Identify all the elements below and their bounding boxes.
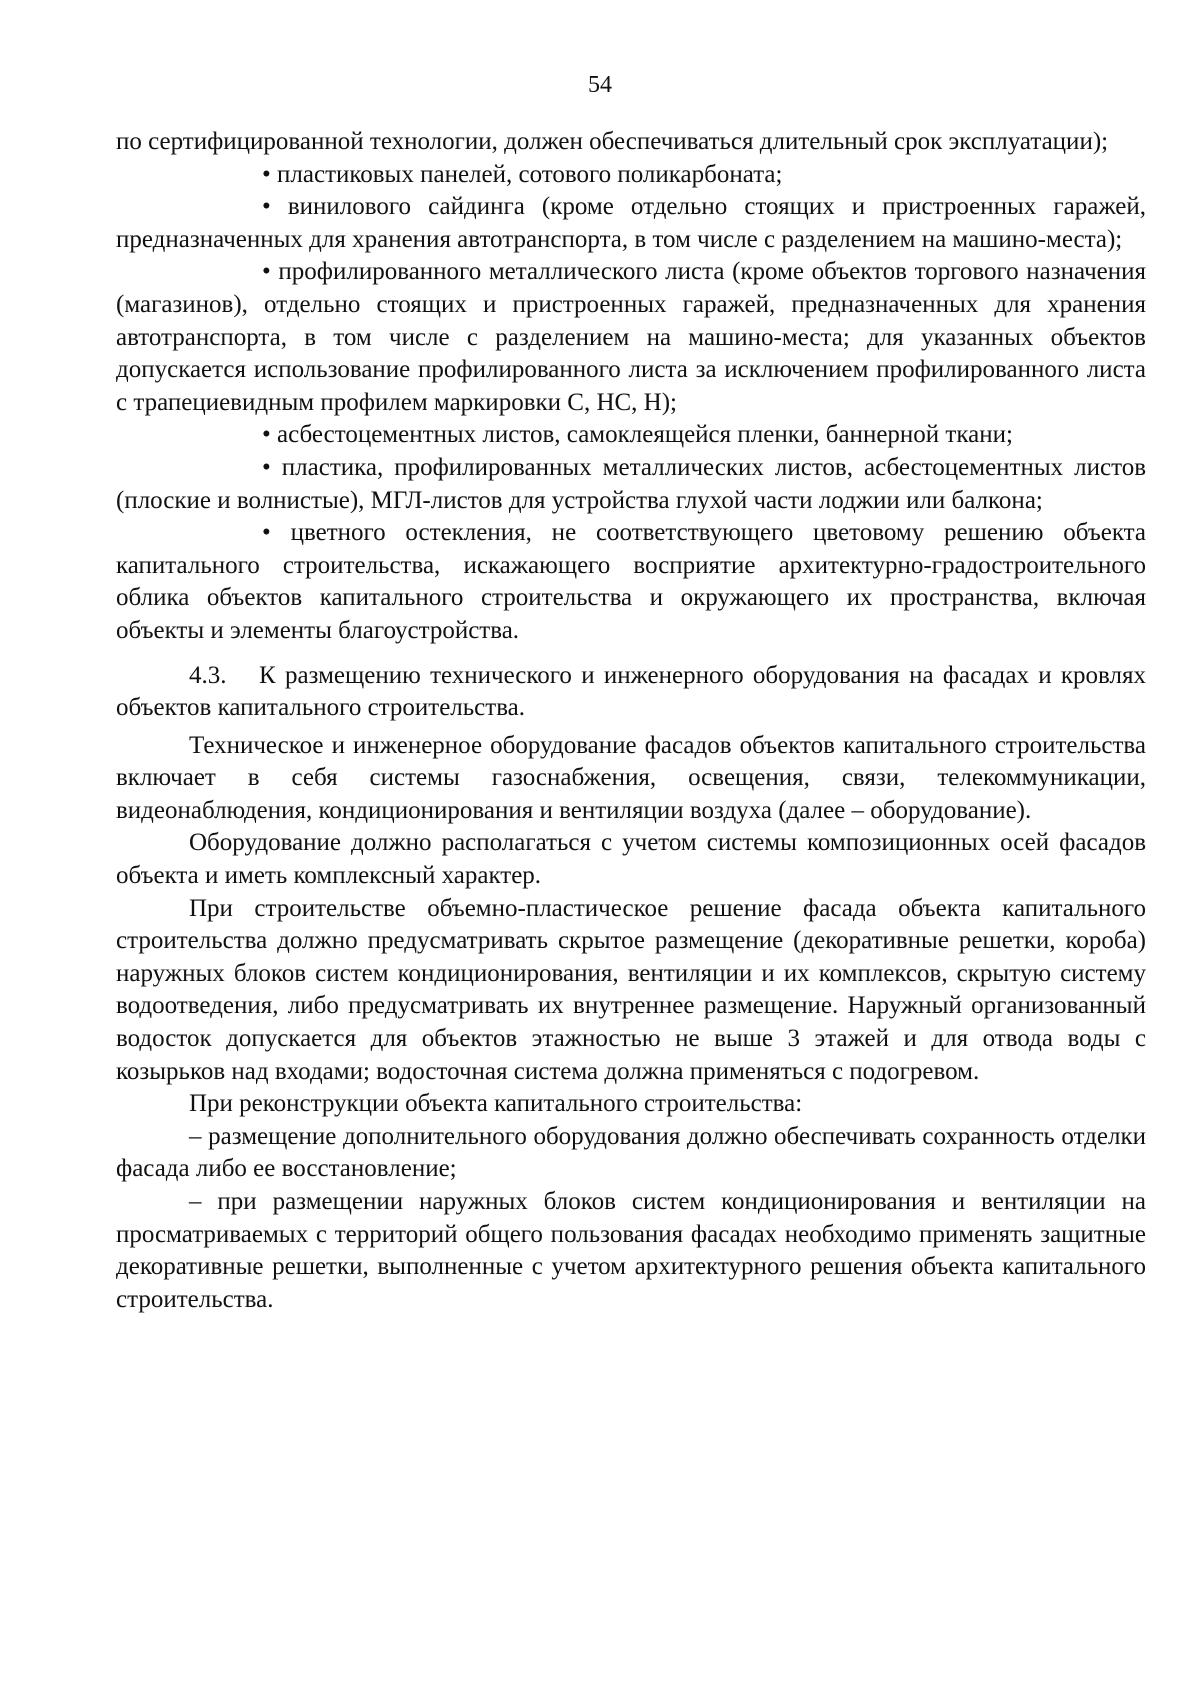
page-number: 54: [588, 72, 612, 98]
bullet-item: [116, 517, 1146, 647]
bullet-text: пластика, профилированных металлических листов, асбестоцементных листов (плоские и волнистые), МГЛ-листов для устройства глухой части лоджии или балкона;: [116, 453, 1146, 514]
bullet-item: [116, 159, 1146, 192]
bullet-text: цветного остекления, не соответствующего цветовому решению объекта капитального строительства, искажающего восприятие архитектурно-градостроительного облика объектов капитального строительства и окружающего их пространства, включая объекты и элементы благоустройства.: [116, 519, 1146, 644]
bullet-item: [116, 452, 1146, 517]
body-paragraph: При строительстве объемно-пластическое решение фасада объекта капитального строительства должно предусматривать скрытое размещение (декоративные решетки, короба) наружных блоков систем кондиционирования, вентиляции и их комплексов, скрытую систему водоотведения, либо предусматривать их внутреннее размещение. Наружный организованный водосток допускается для объектов этажностью не выше 3 этажей и для отвода воды с козырьков над входами; водосточная система должна применяться с подогревом.: [116, 894, 1146, 1085]
bullet-text: профилированного металлического листа (кроме объектов торгового назначения (магазинов), отдельно стоящих и пристроенных гаражей, предназначенных для хранения автотранспорта, в том числе с разделением на машино-места; для указанных объектов допускается использование профилированного листа за исключением профилированного листа с трапециевидным профилем маркировки С, НС, Н);: [116, 258, 1147, 416]
bullet-text: винилового сайдинга (кроме отдельно стоящих и пристроенных гаражей, предназначенных для хранения автотранспорта, в том числе с разделением на машино-места);: [116, 193, 1147, 253]
bullet-icon: •: [262, 519, 271, 547]
bullet-icon: •: [262, 421, 271, 449]
bullet-text: асбестоцементных листов, самоклеящейся пленки, баннерной ткани;: [277, 421, 1013, 449]
bullet-icon: •: [262, 160, 271, 188]
section-number: 4.3.: [189, 661, 227, 689]
body-paragraph: Оборудование должно располагаться с учетом системы композиционных осей фасадов объекта и иметь комплексный характер.: [116, 829, 1146, 890]
bullet-item: [116, 419, 1146, 452]
section-title: К размещению технического и инженерного оборудования на фасадах и кровлях объектов капитального строительства.: [116, 661, 1146, 722]
section-heading: [116, 660, 1146, 725]
bullet-text: пластиковых панелей, сотового поликарбоната;: [277, 160, 783, 188]
bullet-icon: •: [262, 258, 271, 286]
dash-item: – при размещении наружных блоков систем кондиционирования и вентиляции на просматриваемых с территорий общего пользования фасадах необходимо применять защитные декоративные решетки, выполненные с учетом архитектурного решения объекта капитального строительства.: [116, 1188, 1146, 1313]
continuation-paragraph: по сертифицированной технологии, должен обеспечиваться длительный срок эксплуатации);: [116, 128, 1109, 155]
body-paragraph: При реконструкции объекта капитального строительства:: [189, 1090, 803, 1118]
bullet-icon: •: [262, 453, 271, 481]
document-body: [116, 126, 1146, 1316]
body-paragraph: Техническое и инженерное оборудование фасадов объектов капитального строительства включает в себя системы газоснабжения, освещения, связи, телекоммуникации, видеонаблюдения, кондиционирования и вентиляции воздуха (далее – оборудование).: [116, 731, 1146, 824]
bullet-icon: •: [262, 193, 271, 221]
bullet-item: [116, 256, 1146, 419]
dash-item: – размещение дополнительного оборудования должно обеспечивать сохранность отделки фасада либо ее восстановление;: [116, 1122, 1146, 1183]
bullet-item: [116, 191, 1146, 256]
